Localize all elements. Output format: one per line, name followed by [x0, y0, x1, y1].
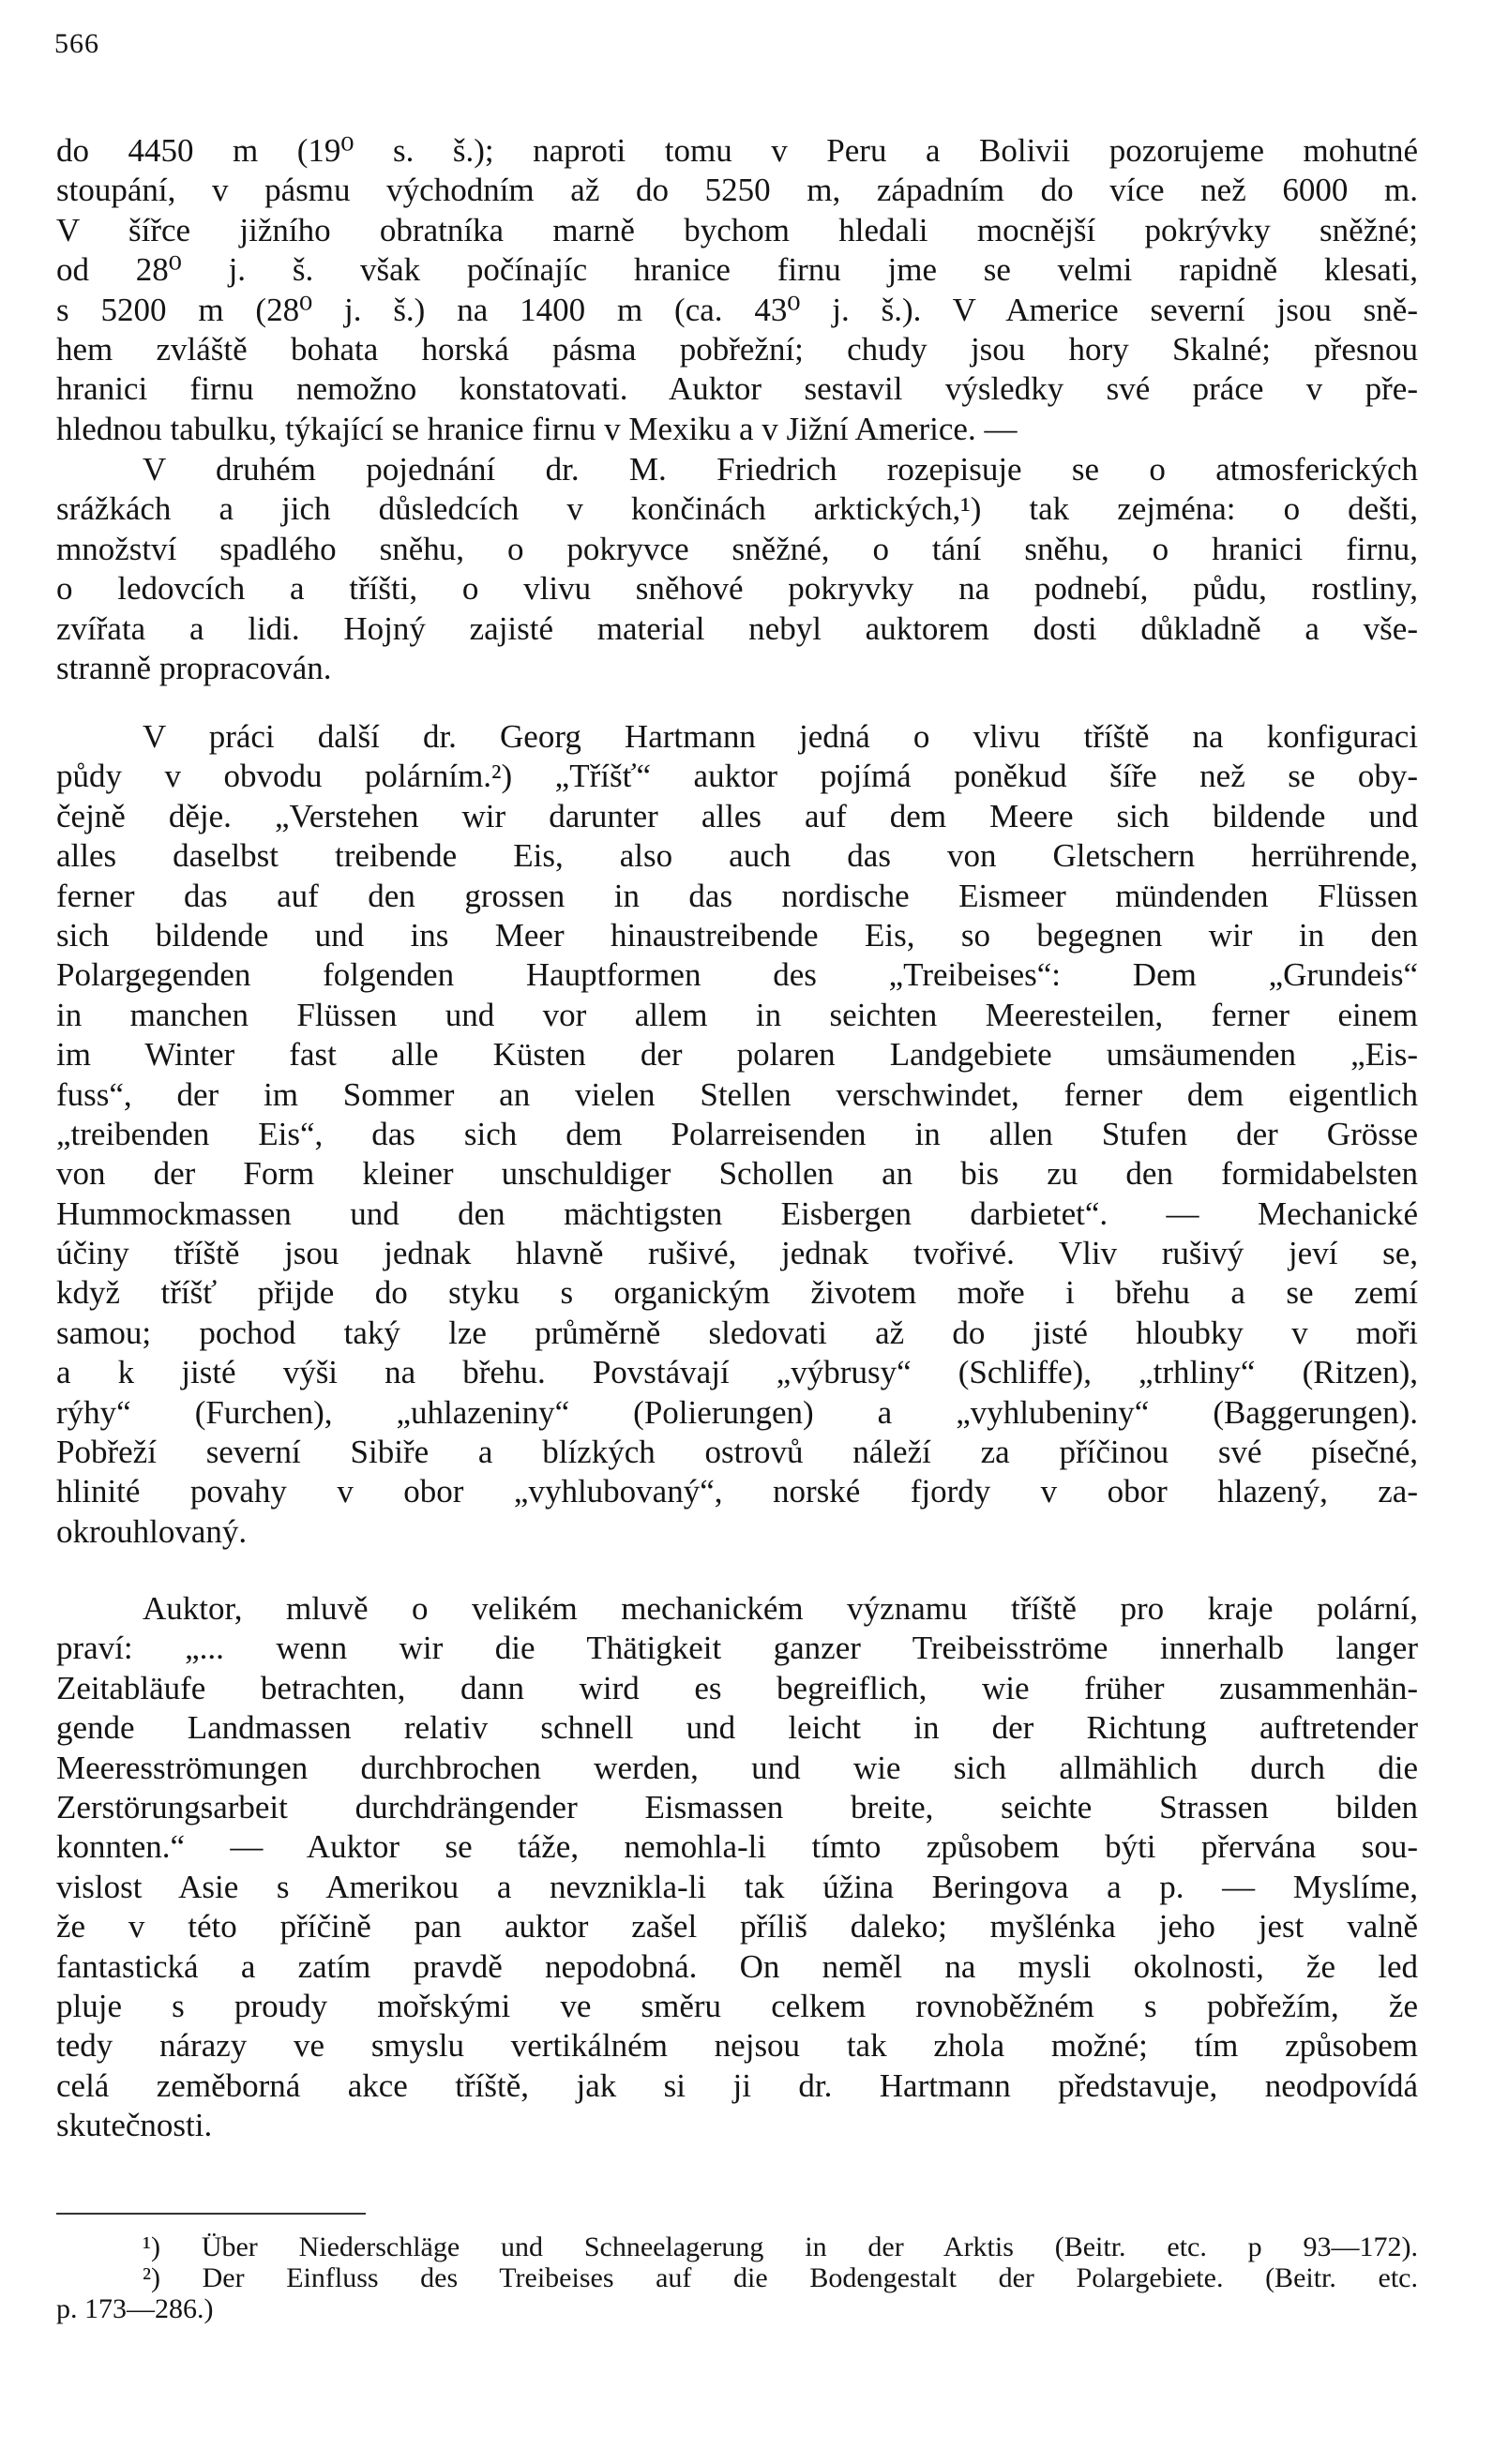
text-line: tedy nárazy ve smyslu vertikálném nejsou tak zhola možné; tím způsobem	[56, 2027, 1418, 2065]
text-line: rýhy“ (Furchen), „uhlazeniny“ (Polierungen) a „vyhlubeniny“ (Baggerungen).	[56, 1393, 1418, 1431]
text-line: pluje s proudy mořskými ve směru celkem rovnoběžném s pobřežím, že	[56, 1987, 1418, 2024]
text-line: stoupání, v pásmu východním až do 5250 m, západním do více než 6000 m.	[56, 172, 1418, 209]
text-line: V druhém pojednání dr. M. Friedrich rozepisuje se o atmosferických	[143, 451, 1418, 488]
text-line: o ledovcích a tříšti, o vlivu sněhové pokryvky na podnebí, půdu, rostliny,	[56, 570, 1418, 608]
text-line: půdy v obvodu polárním.²) „Tříšť“ auktor pojímá poněkud šíře než se oby-	[56, 758, 1418, 795]
text-line: do 4450 m (19⁰ s. š.); naproti tomu v Peru a Bolivii pozorujeme mohutné	[56, 132, 1418, 169]
text-line: konnten.“ — Auktor se táže, nemohla-li tímto způsobem býti přervána sou-	[56, 1828, 1418, 1866]
text-line: že v této příčině pan auktor zašel příliš daleko; myšlénka jeho jest valně	[56, 1908, 1418, 1946]
footnote-line: ¹) Über Niederschläge und Schneelagerung in der Arktis (Beitr. etc. p 93—172).	[143, 2231, 1418, 2262]
text-line: s 5200 m (28⁰ j. š.) na 1400 m (ca. 43⁰ j. š.). V Americe severní jsou sně-	[56, 291, 1418, 328]
text-line: skutečnosti.	[56, 2107, 213, 2144]
text-line: množství spadlého sněhu, o pokryvce sněžné, o tání sněhu, o hranici firnu,	[56, 530, 1418, 567]
text-line: když tříšť přijde do styku s organickým životem moře i břehu a se zemí	[56, 1274, 1418, 1312]
text-line: fantastická a zatím pravdě nepodobná. On neměl na mysli okolnosti, že led	[56, 1947, 1418, 1985]
text-line: Meeresströmungen durchbrochen werden, und wie sich allmählich durch die	[56, 1749, 1418, 1786]
text-line: Zerstörungsarbeit durchdrängender Eismassen breite, seichte Strassen bilden	[56, 1788, 1418, 1825]
text-line: „treibenden Eis“, das sich dem Polarreisenden in allen Stufen der Grösse	[56, 1115, 1418, 1152]
text-line: čejně děje. „Verstehen wir darunter alles auf dem Meere sich bildende und	[56, 797, 1418, 834]
text-line: Hummockmassen und den mächtigsten Eisbergen darbietet“. — Mechanické	[56, 1194, 1418, 1232]
paragraph-2	[56, 450, 1418, 688]
text-line: hlinité povahy v obor „vyhlubovaný“, norské fjordy v obor hlazený, za-	[56, 1473, 1418, 1510]
text-line: ferner das auf den grossen in das nordische Eismeer mündenden Flüssen	[56, 877, 1418, 914]
footnote-line: p. 173—286.)	[56, 2293, 214, 2324]
footnotes	[56, 2231, 1418, 2324]
text-line: hlednou tabulku, týkající se hranice firnu v Mexiku a v Jižní Americe. —	[56, 410, 1018, 447]
text-line: celá zeměborná akce tříště, jak si ji dr. Hartmann představuje, neodpovídá	[56, 2066, 1418, 2104]
text-line: Auktor, mluvě o velikém mechanickém významu tříště pro kraje polární,	[143, 1590, 1418, 1627]
text-line: fuss“, der im Sommer an vielen Stellen verschwindet, ferner dem eigentlich	[56, 1075, 1418, 1113]
text-line: stranně propracován.	[56, 649, 332, 686]
text-line: vislost Asie s Amerikou a nevznikla-li tak úžina Beringova a p. — Myslíme,	[56, 1868, 1418, 1905]
paragraph-1	[56, 131, 1418, 449]
text-line: a k jisté výši na břehu. Povstávají „výbrusy“ (Schliffe), „trhliny“ (Ritzen),	[56, 1354, 1418, 1391]
text-line: Pobřeží severní Sibiře a blízkých ostrovů náleží za příčinou své písečné,	[56, 1434, 1418, 1471]
text-line: V práci další dr. Georg Hartmann jedná o vlivu tříště na konfiguraci	[143, 718, 1418, 755]
text-line: Polargegenden folgenden Hauptformen des „Treibeises“: Dem „Grundeis“	[56, 956, 1418, 994]
text-line: zvířata a lidi. Hojný zajisté material nebyl auktorem dosti důkladně a vše-	[56, 609, 1418, 647]
text-line: okrouhlovaný.	[56, 1512, 248, 1550]
text-line: účiny tříště jsou jednak hlavně rušivé, jednak tvořivé. Vliv rušivý jeví se,	[56, 1235, 1418, 1272]
text-line: im Winter fast alle Küsten der polaren Landgebiete umsäumenden „Eis-	[56, 1036, 1418, 1074]
page-number: 566	[54, 28, 99, 59]
text-line: hem zvláště bohata horská pásma pobřežní; chudy jsou hory Skalné; přesnou	[56, 330, 1418, 368]
text-line: sich bildende und ins Meer hinaustreibende Eis, so begegnen wir in den	[56, 916, 1418, 954]
text-line: V šířce jižního obratníka marně bychom hledali mocnější pokrývky sněžné;	[56, 211, 1418, 248]
text-line: in manchen Flüssen und vor allem in seichten Meeresteilen, ferner einem	[56, 996, 1418, 1033]
footnote-divider	[56, 2213, 366, 2215]
paragraph-3	[56, 717, 1418, 1552]
text-line: srážkách a jich důsledcích v končinách arktických,¹) tak zejména: o dešti,	[56, 490, 1418, 528]
text-line: von der Form kleiner unschuldiger Schollen an bis zu den formidabelsten	[56, 1155, 1418, 1193]
text-line: Zeitabläufe betrachten, dann wird es begreiflich, wie früher zusammenhän-	[56, 1669, 1418, 1706]
text-line: praví: „... wenn wir die Thätigkeit ganzer Treibeisströme innerhalb langer	[56, 1630, 1418, 1667]
text-line: od 28⁰ j. š. však počínajíc hranice firnu jme se velmi rapidně klesati,	[56, 251, 1418, 289]
footnote-line: ²) Der Einfluss des Treibeises auf die Bodengestalt der Polargebiete. (Beitr. etc.	[143, 2262, 1418, 2293]
text-line: alles daselbst treibende Eis, also auch das von Gletschern herrührende,	[56, 837, 1418, 875]
text-line: gende Landmassen relativ schnell und leicht in der Richtung auftretender	[56, 1709, 1418, 1747]
text-line: hranici firnu nemožno konstatovati. Auktor sestavil výsledky své práce v pře-	[56, 370, 1418, 408]
text-line: samou; pochod taký lze průměrně sledovati až do jisté hloubky v moři	[56, 1314, 1418, 1351]
paragraph-4	[56, 1589, 1418, 2145]
